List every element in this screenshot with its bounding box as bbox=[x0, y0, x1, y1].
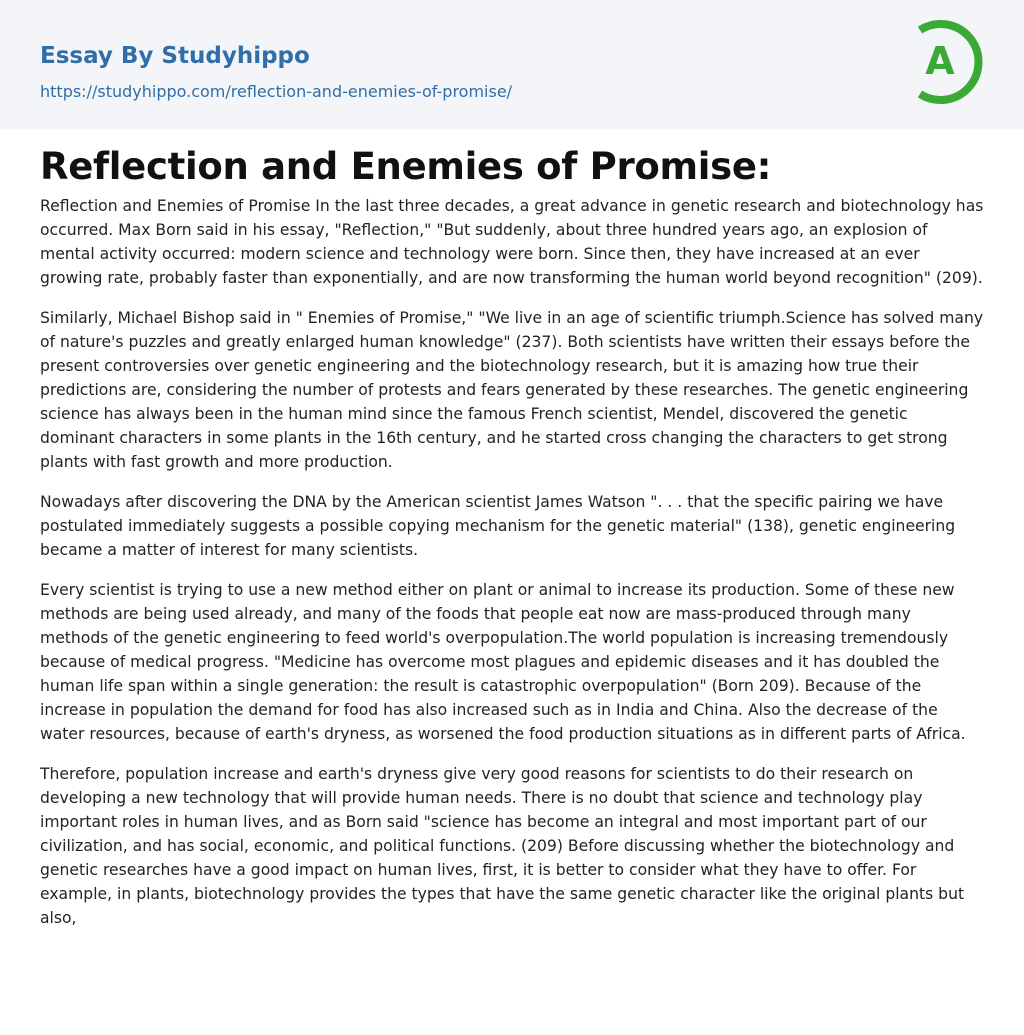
paragraph-5: Therefore, population increase and earth's dryness give very good reasons for scientists to do their research on developing a new technology that will provide human needs. There is no doubt that science and technology play important roles in human lives, and as Born said "science has become an integral and most important part of our civilization, and has social, economic, and political functions. (209) Before discussing whether the biotechnology and genetic researches have a good impact on human lives, first, it is better to consider what they have to offer. For example, in plants, biotechnology provides the types that have the same genetic character like the original plants but also, bbox=[40, 765, 965, 927]
site-brand[interactable]: Essay By Studyhippo bbox=[40, 43, 310, 69]
page-url-link[interactable]: https://studyhippo.com/reflection-and-enemies-of-promise/ bbox=[40, 82, 513, 101]
paragraph-3: Nowadays after discovering the DNA by the American scientist James Watson ". . . that the specific pairing we have postulated immediately suggests a possible copying mechanism for the genetic material" (138), genetic engineering became a matter of interest for many scientists. bbox=[40, 493, 956, 559]
paragraph-4: Every scientist is trying to use a new method either on plant or animal to increase its production. Some of these new methods are being used already, and many of the foods that people eat now are mass-produced through many methods of the genetic engineering to feed world's overpopulation.The world population is increasing tremendously because of medical progress. "Medicine has overcome most plagues and epidemic diseases and it has doubled the human life span within a single generation: the result is catastrophic overpopulation" (Born 209). Because of the increase in population the demand for food has also increased such as in India and China. Also the decrease of the water resources, because of earth's dryness, as worsened the food production situations as in different parts of Africa. bbox=[40, 581, 966, 743]
page-title: Reflection and Enemies of Promise: bbox=[40, 145, 772, 188]
studyhippo-logo-icon[interactable] bbox=[912, 18, 988, 106]
logo-letter: A bbox=[925, 39, 955, 83]
article bbox=[0, 129, 1024, 930]
paragraph-1: Reflection and Enemies of Promise In the last three decades, a great advance in genetic research and biotechnology has occurred. Max Born said in his essay, "Reflection," "But suddenly, about three hundred years ago, an explosion of mental activity occurred: modern science and technology were born. Since then, they have increased at an ever growing rate, probably faster than exponentially, and are now transforming the human world beyond recognition" (209). bbox=[40, 197, 984, 287]
site-header bbox=[0, 0, 1024, 129]
paragraph-2: Similarly, Michael Bishop said in " Enemies of Promise," "We live in an age of scientific triumph.Science has solved many of nature's puzzles and greatly enlarged human knowledge" (237). Both scientists have written their essays before the present controversies over genetic engineering and the biotechnology research, but it is amazing how true their predictions are, considering the number of protests and fears generated by these researches. The genetic engineering science has always been in the human mind since the famous French scientist, Mendel, discovered the genetic dominant characters in some plants in the 16th century, and he started cross changing the characters to get strong plants with fast growth and more production. bbox=[40, 309, 984, 471]
